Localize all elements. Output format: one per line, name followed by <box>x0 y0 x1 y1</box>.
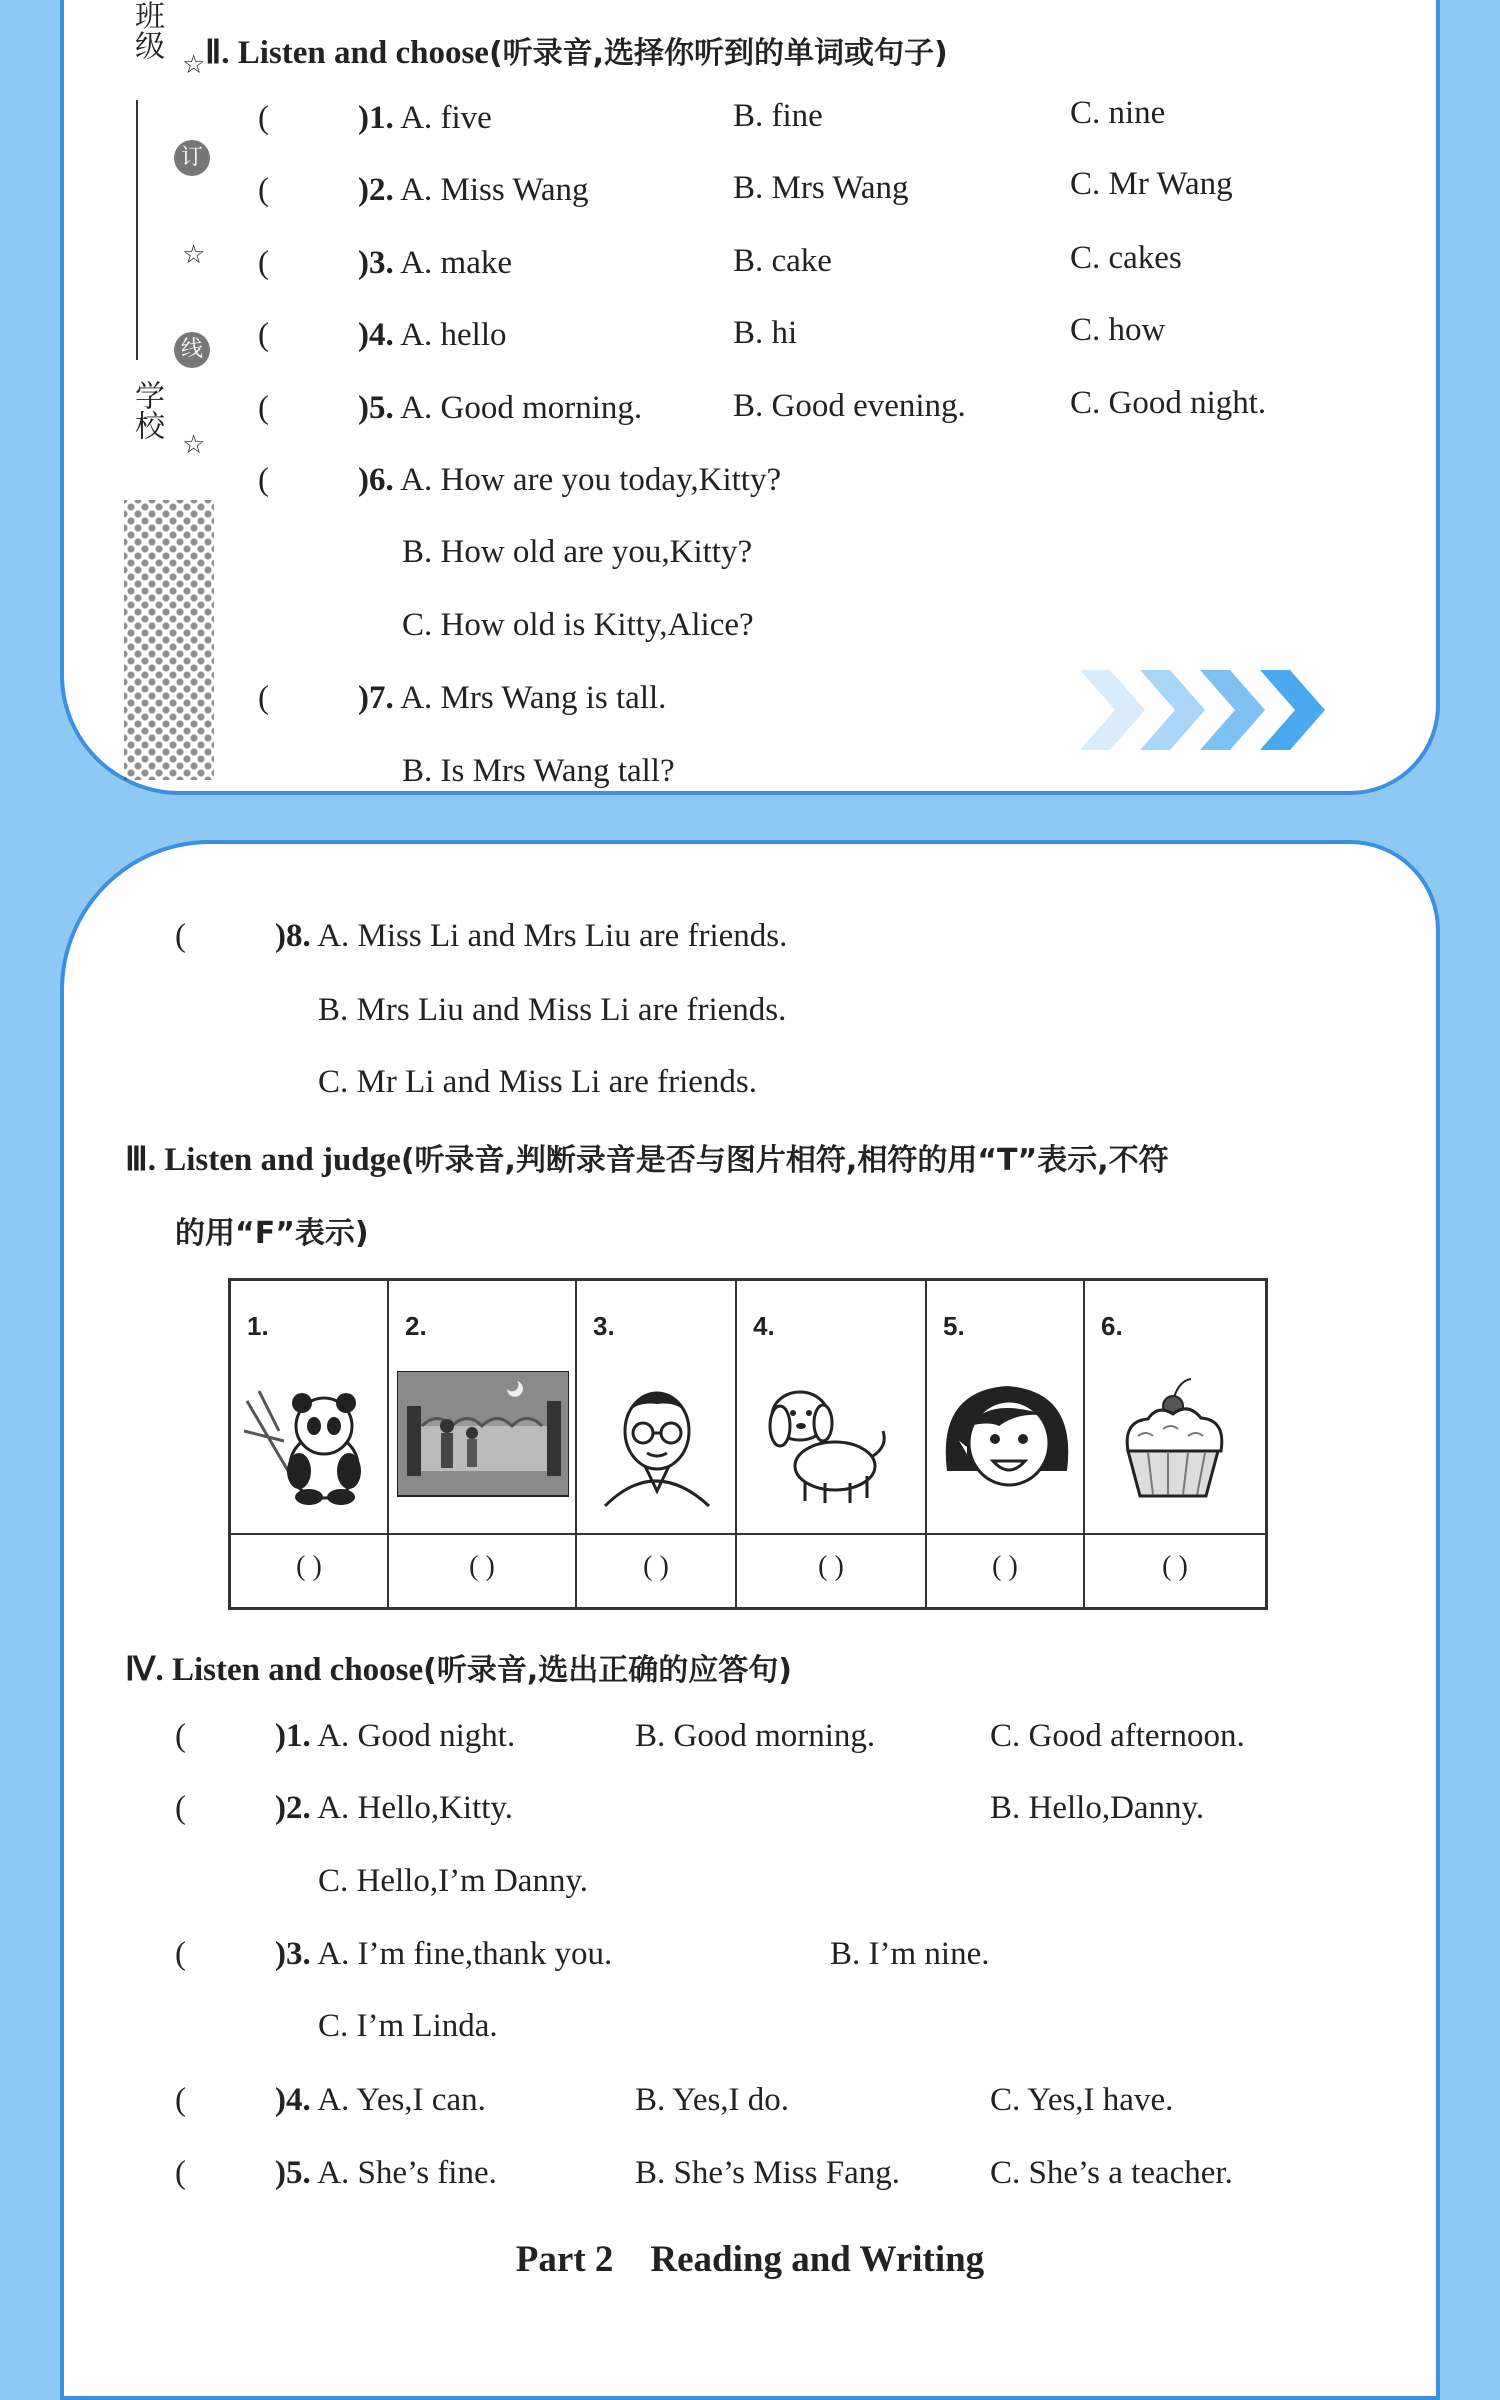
cell-label: 2. <box>405 1311 427 1341</box>
answer-blank[interactable]: ( ) <box>469 1551 495 1582</box>
chevron-icon <box>1080 670 1145 750</box>
answer-paren: ( <box>175 918 186 954</box>
option-a: A. Miss Li and Mrs Liu are friends. <box>317 918 788 954</box>
option-b: B. cake <box>733 243 832 279</box>
section4-title-cn: (听录音,选出正确的应答句) <box>423 1653 792 1688</box>
section3-title-en: Ⅲ. Listen and judge <box>125 1142 401 1178</box>
list-item <box>175 1936 612 1973</box>
cell-label: 6. <box>1101 1311 1123 1341</box>
option-b: B. Mrs Wang <box>733 170 909 206</box>
answer-blank[interactable]: ( ) <box>992 1551 1018 1582</box>
cell-label: 4. <box>753 1311 775 1341</box>
item-number: )4. <box>275 2082 311 2118</box>
section3-title-cont: 的用“F”表示) <box>175 1216 369 1251</box>
answer-paren: ( <box>175 1718 186 1754</box>
answer-paren: ( <box>175 1936 186 1972</box>
option-c: C. Good night. <box>1070 385 1267 421</box>
section2-title <box>205 28 948 72</box>
answer-blank[interactable]: ( ) <box>296 1551 322 1582</box>
option-a: A. Hello,Kitty. <box>317 1790 514 1826</box>
picture-cell <box>389 1281 577 1607</box>
chevron-icon <box>1260 670 1325 750</box>
answer-paren: ( <box>175 2082 186 2118</box>
option-a: A. hello <box>400 317 507 353</box>
chevron-icon <box>1140 670 1205 750</box>
section4-title-en: Ⅳ. Listen and choose <box>125 1652 424 1688</box>
answer-paren: ( <box>258 100 269 136</box>
list-item <box>175 1790 513 1827</box>
option-c: C. Mr Wang <box>1070 166 1233 202</box>
option-c: C. Mr Li and Miss Li are friends. <box>318 1064 758 1100</box>
list-item <box>258 172 589 209</box>
option-b: B. Is Mrs Wang tall? <box>402 753 675 789</box>
star-icon: ☆ <box>182 50 206 79</box>
answer-paren: ( <box>258 462 269 498</box>
cell-label: 3. <box>593 1311 615 1341</box>
option-a: A. How are you today,Kitty? <box>400 462 782 498</box>
option-c: C. nine <box>1070 95 1166 131</box>
panda-icon <box>239 1371 379 1511</box>
chevrons-decoration <box>1070 660 1340 760</box>
option-c: C. How old is Kitty,Alice? <box>402 607 754 643</box>
xian-circle-icon: 线 <box>174 332 210 368</box>
judge-picture-table <box>228 1278 1268 1610</box>
section4-title <box>125 1645 792 1689</box>
section2-title-en: Ⅱ. Listen and choose <box>205 35 489 71</box>
option-c: C. Good afternoon. <box>990 1718 1245 1754</box>
school-label: 学校 <box>129 380 164 440</box>
list-item <box>258 390 642 427</box>
answer-paren: ( <box>258 390 269 426</box>
item-number: )1. <box>275 1718 311 1754</box>
picture-cell <box>737 1281 927 1607</box>
item-number: )4. <box>358 317 394 353</box>
option-c: C. She’s a teacher. <box>990 2155 1233 2191</box>
item-number: )5. <box>275 2155 311 2191</box>
answer-blank[interactable]: ( ) <box>643 1551 669 1582</box>
option-a: A. Miss Wang <box>400 172 589 208</box>
item-number: )6. <box>358 462 394 498</box>
picture-cell <box>927 1281 1085 1607</box>
list-item <box>175 918 787 955</box>
section3-title-cn: (听录音,判断录音是否与图片相符,相符的用“T”表示,不符 <box>400 1143 1169 1178</box>
list-item <box>258 100 492 137</box>
part2-heading <box>0 2238 1500 2281</box>
chevron-icon <box>1200 670 1265 750</box>
option-b: B. I’m nine. <box>830 1936 990 1972</box>
list-item <box>175 1718 515 1755</box>
dog-icon <box>745 1371 915 1511</box>
item-number: )2. <box>358 172 394 208</box>
option-a: A. Mrs Wang is tall. <box>400 680 667 716</box>
item-number: )8. <box>275 918 311 954</box>
ding-circle-icon: 订 <box>174 140 210 176</box>
item-number: )2. <box>275 1790 311 1826</box>
answer-paren: ( <box>175 1790 186 1826</box>
item-number: )1. <box>358 100 394 136</box>
option-b: B. How old are you,Kitty? <box>402 534 753 570</box>
option-b: B. Yes,I do. <box>635 2082 790 2118</box>
option-a: A. Good night. <box>317 1718 516 1754</box>
hatch-pattern <box>124 500 214 780</box>
option-b: B. Good evening. <box>733 388 966 424</box>
option-c: C. Hello,I’m Danny. <box>318 1863 589 1899</box>
option-b: B. hi <box>733 315 798 351</box>
option-a: A. She’s fine. <box>317 2155 497 2191</box>
option-a: A. I’m fine,thank you. <box>317 1936 613 1972</box>
answer-paren: ( <box>258 680 269 716</box>
picture-cell <box>577 1281 737 1607</box>
man-with-glasses-icon <box>585 1371 729 1511</box>
option-a: A. Yes,I can. <box>317 2082 486 2118</box>
list-item <box>258 680 666 717</box>
binding-strip <box>62 0 206 780</box>
list-item <box>258 317 507 354</box>
option-a: A. make <box>400 245 512 281</box>
part2-title: Reading and Writing <box>650 2239 985 2280</box>
answer-paren: ( <box>258 172 269 208</box>
option-a: A. Good morning. <box>400 390 643 426</box>
option-b: B. Good morning. <box>635 1718 876 1754</box>
option-b: B. Mrs Liu and Miss Li are friends. <box>318 992 787 1028</box>
girl-face-icon <box>935 1371 1077 1511</box>
option-b: B. Hello,Danny. <box>990 1790 1205 1826</box>
answer-paren: ( <box>258 245 269 281</box>
option-b: B. fine <box>733 98 823 134</box>
cell-label: 1. <box>247 1311 269 1341</box>
option-c: C. cakes <box>1070 240 1182 276</box>
list-item <box>175 2082 486 2119</box>
list-item <box>258 462 781 499</box>
item-number: )7. <box>358 680 394 716</box>
cell-label: 5. <box>943 1311 965 1341</box>
class-label: 班级 <box>129 0 164 60</box>
answer-paren: ( <box>175 2155 186 2191</box>
item-number: )3. <box>358 245 394 281</box>
option-c: C. how <box>1070 312 1166 348</box>
star-icon: ☆ <box>182 430 206 459</box>
answer-blank[interactable]: ( ) <box>1162 1551 1188 1582</box>
option-a: A. five <box>400 100 492 136</box>
answer-blank[interactable]: ( ) <box>818 1551 844 1582</box>
answer-paren: ( <box>258 317 269 353</box>
option-b: B. She’s Miss Fang. <box>635 2155 900 2191</box>
star-icon: ☆ <box>182 240 206 269</box>
class-blank-line <box>136 100 138 360</box>
section3-title <box>125 1135 1169 1179</box>
item-number: )3. <box>275 1936 311 1972</box>
cupcake-icon <box>1093 1371 1253 1511</box>
option-c: C. Yes,I have. <box>990 2082 1174 2118</box>
picture-cell <box>1085 1281 1265 1607</box>
section2-title-cn: (听录音,选择你听到的单词或句子) <box>488 36 948 71</box>
list-item <box>175 2155 497 2192</box>
picture-cell <box>231 1281 389 1607</box>
night-scene-icon <box>397 1371 569 1501</box>
list-item <box>258 245 512 282</box>
part2-label: Part 2 <box>515 2239 614 2280</box>
item-number: )5. <box>358 390 394 426</box>
option-c: C. I’m Linda. <box>318 2008 498 2044</box>
